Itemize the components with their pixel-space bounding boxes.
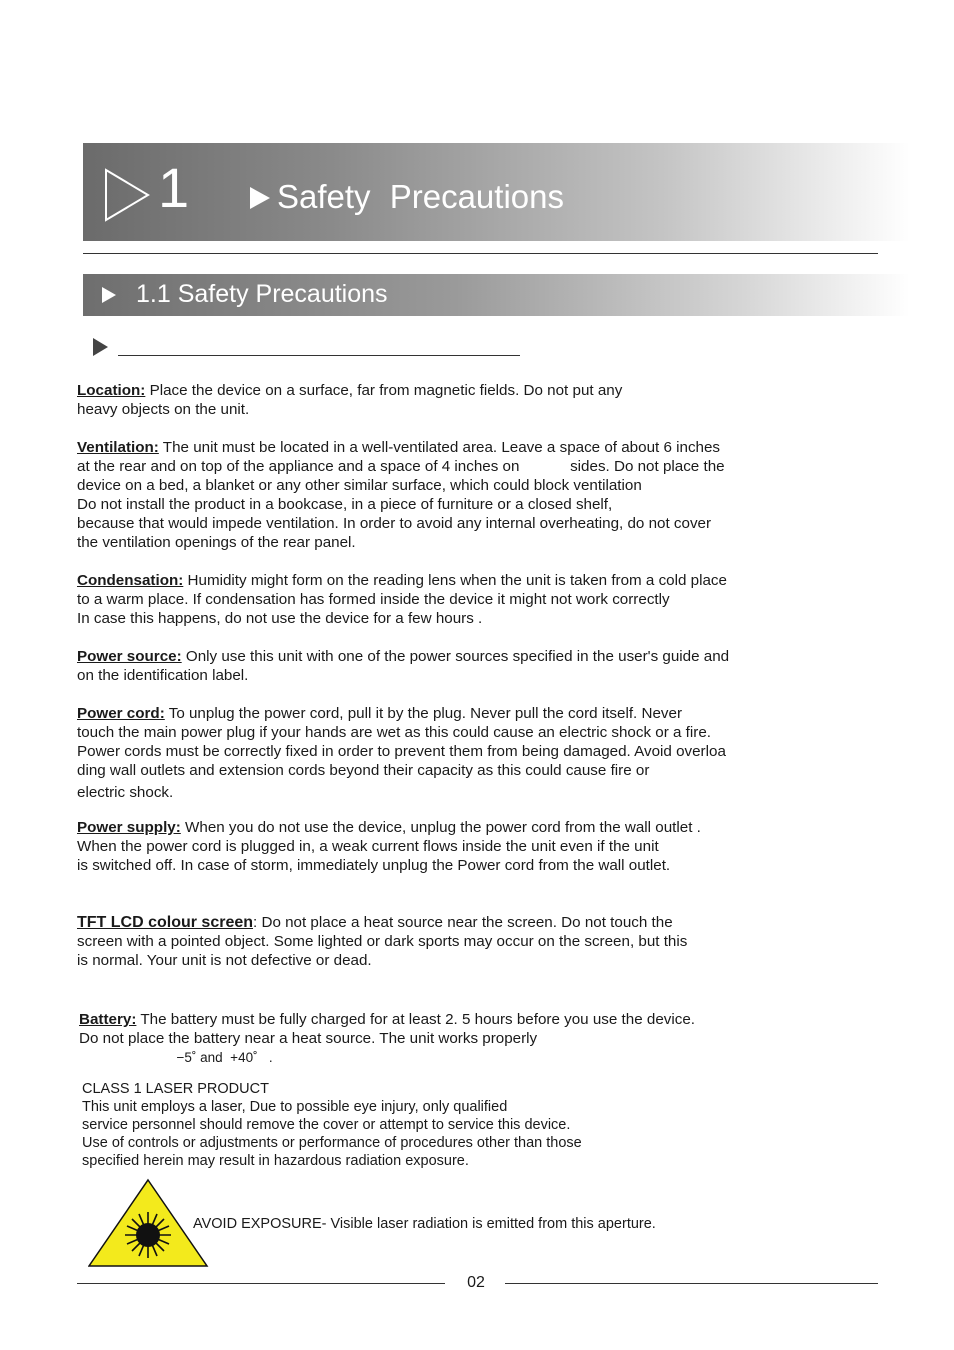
paragraph-power-supply (77, 818, 817, 875)
laser-notice-line: Use of controls or adjustments or performance of procedures other than those (82, 1135, 582, 1151)
footer-divider-left (77, 1283, 445, 1284)
paragraph-location (77, 381, 817, 419)
paragraph-label: Condensation: (77, 572, 184, 589)
chapter-number: 1 (158, 156, 190, 219)
paragraph-battery (79, 1010, 819, 1067)
paragraph-line: on the identification label. (77, 667, 249, 684)
paragraph-line: Power cords must be correctly fixed in order to prevent them from being damaged. Avoid overloa (77, 743, 726, 760)
laser-notice-line: specified herein may result in hazardous radiation exposure. (82, 1153, 469, 1169)
paragraph-line: heavy objects on the unit. (77, 401, 250, 418)
paragraph-label: TFT LCD colour screen (77, 914, 254, 931)
paragraph-line: When the power cord is plugged in, a weak current flows inside the unit even if the unit (77, 838, 659, 855)
paragraph-line: : Do not place a heat source near the screen. Do not touch the (253, 914, 673, 931)
paragraph-line: screen with a pointed object. Some lighted or dark sports may occur on the screen, but this (77, 933, 688, 950)
chapter-arrow-icon (250, 187, 270, 209)
paragraph-tft-screen (77, 913, 817, 970)
paragraph-condensation (77, 571, 817, 628)
subheading-underline (118, 355, 520, 356)
paragraph-label: Power cord: (77, 705, 165, 722)
paragraph-line: electric shock. (77, 784, 174, 801)
page-number: 02 (467, 1274, 485, 1291)
paragraph-line: is switched off. In case of storm, immediately unplug the Power cord from the wall outlet. (77, 857, 671, 874)
laser-notice-line: service personnel should remove the cover or attempt to service this device. (82, 1117, 571, 1133)
paragraph-line: Do not place the battery near a heat source. The unit works properly (79, 1030, 538, 1047)
laser-notice (82, 1080, 582, 1170)
paragraph-line: ding wall outlets and extension cords beyond their capacity as this could cause fire or (77, 762, 650, 779)
laser-notice-line: This unit employs a laser, Due to possible eye injury, only qualified (82, 1099, 508, 1115)
chapter-title: Safety Precautions (277, 178, 564, 215)
paragraph-label: Location: (77, 382, 146, 399)
paragraph-line: at the rear and on top of the appliance and a space of 4 inches on sides. Do not place the (77, 458, 725, 475)
paragraph-line: Place the device on a surface, far from magnetic fields. Do not put any (145, 382, 623, 399)
subheading-arrow-icon (93, 338, 108, 356)
paragraph-line: When you do not use the device, unplug the power cord from the wall outlet . (180, 819, 701, 836)
divider (83, 253, 878, 254)
paragraph-line: is normal. Your unit is not defective or dead. (77, 952, 372, 969)
laser-warning-icon (88, 1178, 210, 1268)
paragraph-line: touch the main power plug if your hands are wet as this could cause an electric shock or a fire. (77, 724, 711, 741)
paragraph-line: because that would impede ventilation. In order to avoid any internal overheating, do not cover (77, 515, 712, 532)
paragraph-line: to a warm place. If condensation has formed inside the device it might not work correctly (77, 591, 670, 608)
paragraph-line: The unit must be located in a well-ventilated area. Leave a space of about 6 inches (158, 439, 721, 456)
paragraph-label: Power supply: (77, 819, 181, 836)
paragraph-label: Battery: (79, 1011, 137, 1028)
paragraph-line: The battery must be fully charged for at least 2. 5 hours before you use the device. (136, 1011, 696, 1028)
paragraph-line: the ventilation openings of the rear panel. (77, 534, 356, 551)
paragraph-label: Power source: (77, 648, 182, 665)
paragraph-line: Humidity might form on the reading lens when the unit is taken from a cold place (183, 572, 727, 589)
laser-notice-line: CLASS 1 LASER PRODUCT (82, 1081, 269, 1097)
paragraph-label: Ventilation: (77, 439, 159, 456)
laser-warning-text: AVOID EXPOSURE- Visible laser radiation is emitted from this aperture. (193, 1216, 656, 1232)
paragraph-line: To unplug the power cord, pull it by the plug. Never pull the cord itself. Never (164, 705, 682, 722)
footer-divider-right (505, 1283, 878, 1284)
paragraph-power-cord (77, 704, 817, 802)
section-title: 1.1 Safety Precautions (136, 280, 388, 308)
section-arrow-icon (102, 287, 116, 303)
paragraph-ventilation (77, 438, 817, 552)
paragraph-line: −5˚ and +40˚ . (79, 1050, 273, 1065)
outline-triangle-icon (104, 168, 150, 222)
paragraph-line: Only use this unit with one of the power sources specified in the user's guide and (181, 648, 730, 665)
paragraph-line: In case this happens, do not use the device for a few hours . (77, 610, 483, 627)
paragraph-power-source (77, 647, 817, 685)
paragraph-line: device on a bed, a blanket or any other similar surface, which could block ventilation (77, 477, 642, 494)
paragraph-line: Do not install the product in a bookcase, in a piece of furniture or a closed shelf, (77, 496, 613, 513)
